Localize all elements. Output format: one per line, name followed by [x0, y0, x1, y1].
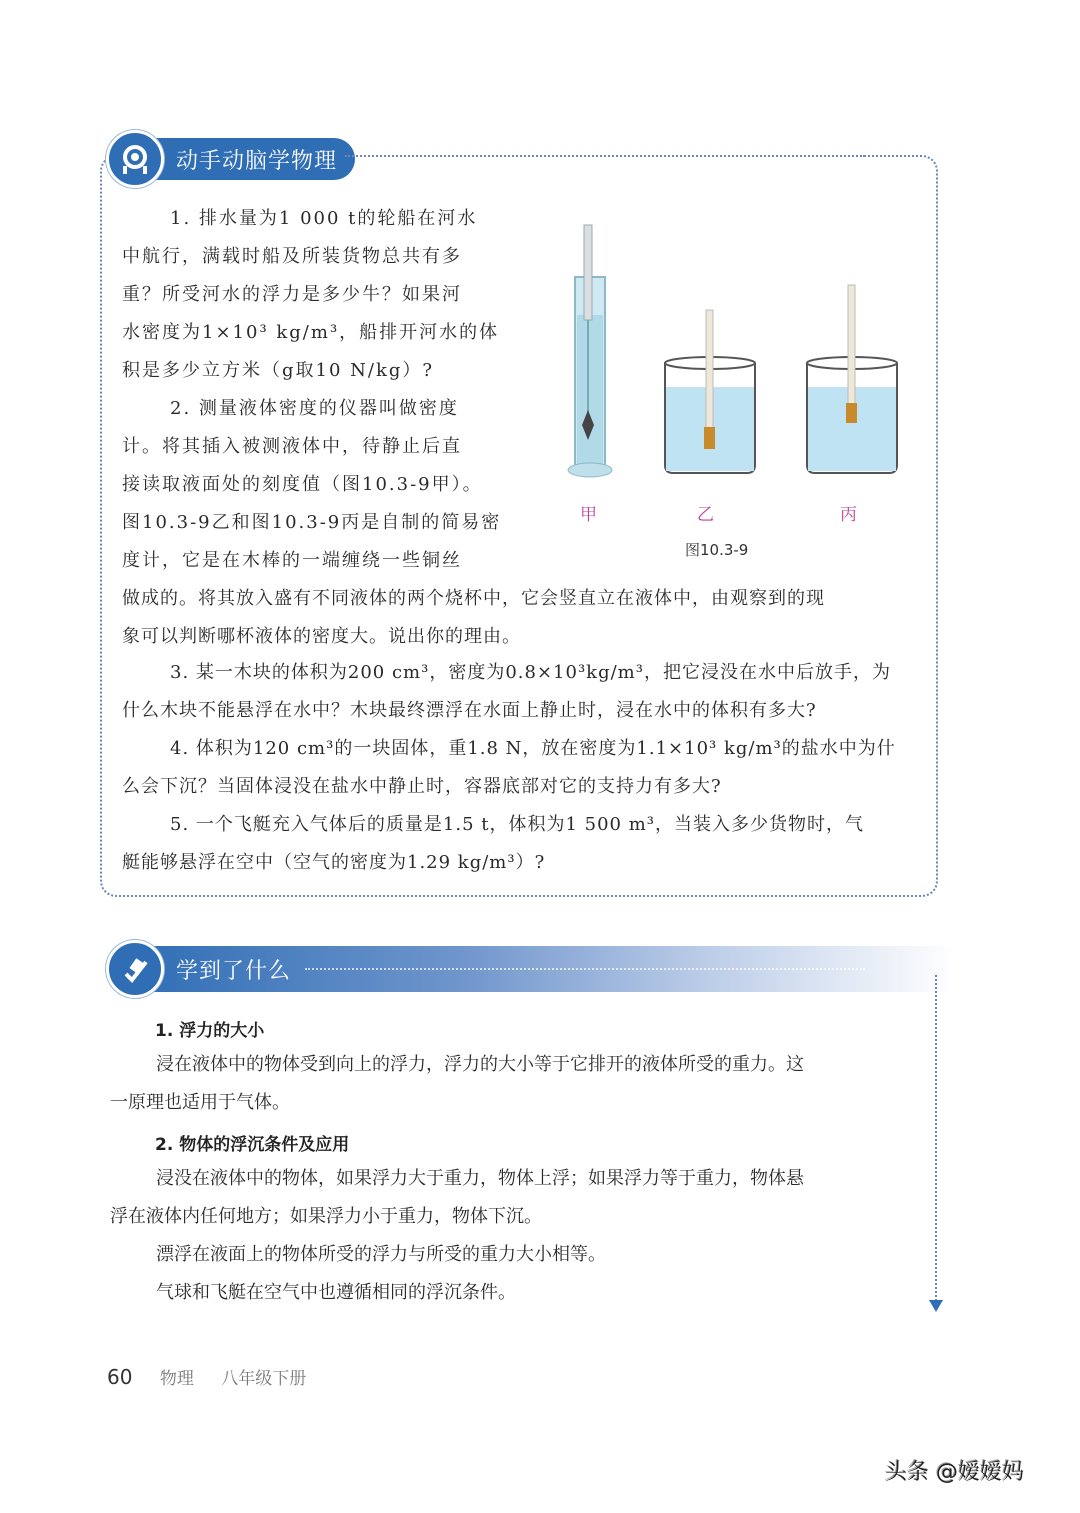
text-line: 5. 一个飞艇充入气体后的质量是1.5 t，体积为1 500 m³，当装入多少货物时，气: [170, 814, 865, 835]
book-label: 八年级下册: [221, 1369, 307, 1389]
text-line: 么会下沉？当固体浸没在盐水中静止时，容器底部对它的支持力有多大?: [122, 776, 722, 797]
summary-heading-2: 2. 物体的浮沉条件及应用: [155, 1135, 350, 1155]
text-line: 4. 体积为120 cm³的一块固体，重1.8 N，放在密度为1.1×10³ kg/m³的盐水中为什: [170, 738, 896, 759]
text-line: 度计，它是在木棒的一端缠绕一些铜丝: [122, 550, 462, 571]
header-dotted-line: [345, 155, 865, 157]
figure-label-yi: 乙: [697, 505, 714, 525]
hydrometer-illustration: [560, 215, 920, 505]
section-title: [130, 946, 956, 992]
magnifier-circle-icon: [106, 130, 164, 188]
summary-paragraph-1: [110, 1046, 930, 1122]
figure-label-bing: 丙: [840, 505, 857, 525]
text-line: 水密度为1×10³ kg/m³，船排开河水的体: [122, 322, 500, 343]
text-line: 积是多少立方米（g取10 N/kg）?: [122, 360, 435, 381]
text-line: 象可以判断哪杯液体的密度大。说出你的理由。: [122, 626, 521, 647]
text-line: 浸没在液体中的物体，如果浮力大于重力，物体上浮；如果浮力等于重力，物体悬: [156, 1168, 804, 1189]
question-5: [122, 806, 922, 882]
page-number: 60: [107, 1365, 133, 1389]
text-line: 计。将其插入被测液体中，待静止后直: [122, 436, 462, 457]
question-4: [122, 730, 922, 806]
header-dotted-line: [305, 968, 865, 970]
section-header-exercises: [106, 130, 355, 188]
watermark: 头条 @嫒嫒妈: [885, 1460, 1024, 1485]
text-line: 气球和飞艇在空气中也遵循相同的浮沉条件。: [156, 1282, 516, 1303]
pencil-check-circle-icon: [106, 940, 164, 998]
text-line: 3. 某一木块的体积为200 cm³，密度为0.8×10³kg/m³，把它浸没在水中后放手，为: [170, 662, 891, 683]
text-line: 接读取液面处的刻度值（图10.3-9甲）。: [122, 474, 483, 495]
text-line: 艇能够悬浮在空中（空气的密度为1.29 kg/m³）?: [122, 852, 546, 873]
figure-hydrometers: [560, 215, 920, 565]
text-line: 做成的。将其放入盛有不同液体的两个烧杯中，它会竖直立在液体中，由观察到的现: [122, 588, 825, 609]
summary-paragraph-2: [110, 1160, 930, 1312]
page-footer: [107, 1364, 306, 1389]
figure-label-jia: 甲: [580, 505, 597, 525]
text-line: 漂浮在液面上的物体所受的浮力与所受的重力大小相等。: [156, 1244, 606, 1265]
text-line: 浸在液体中的物体受到向上的浮力，浮力的大小等于它排开的液体所受的重力。这: [156, 1054, 804, 1075]
text-line: 浮在液体内任何地方；如果浮力小于重力，物体下沉。: [110, 1206, 542, 1227]
down-arrow-icon: [929, 1300, 943, 1312]
question-3: [122, 654, 922, 730]
text-line: 重？所受河水的浮力是多少牛？如果河: [122, 284, 462, 305]
figure-caption: 图10.3-9: [685, 541, 749, 559]
text-line: 什么木块不能悬浮在水中？木块最终漂浮在水面上静止时，浸在水中的体积有多大?: [122, 700, 817, 721]
text-line: 一原理也适用于气体。: [110, 1092, 290, 1113]
subject-label: 物理: [159, 1369, 194, 1389]
text-line: 图10.3-9乙和图10.3-9丙是自制的简易密: [122, 512, 502, 533]
section-title-text: 学到了什么: [176, 958, 292, 984]
text-line: 中航行，满载时船及所装货物总共有多: [122, 246, 462, 267]
text-line: 1. 排水量为1 000 t的轮船在河水: [170, 208, 478, 229]
question-1: [122, 200, 502, 390]
section-header-summary: [106, 940, 956, 998]
text-line: 2. 测量液体密度的仪器叫做密度: [170, 398, 459, 419]
summary-heading-1: 1. 浮力的大小: [155, 1021, 265, 1041]
section-title: 动手动脑学物理: [130, 138, 355, 180]
summary-dotted-line: [935, 975, 937, 1305]
